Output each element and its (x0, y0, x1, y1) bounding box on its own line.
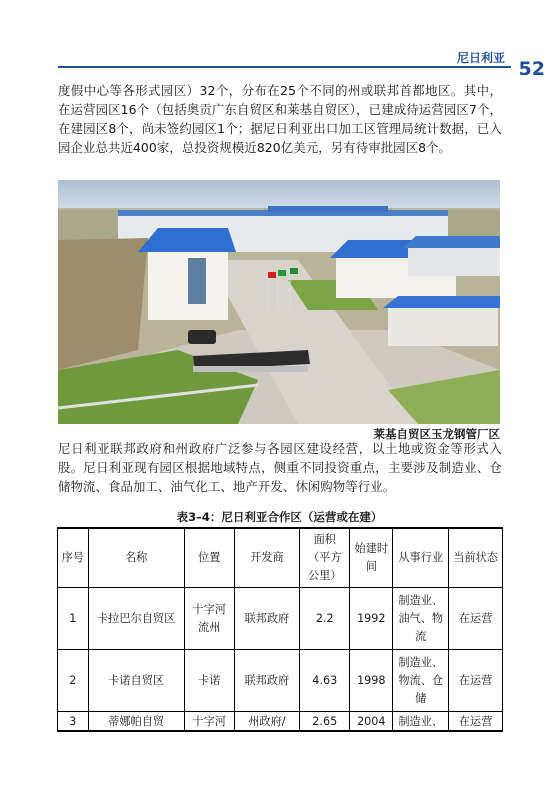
cell-location: 十字河流州 (184, 588, 234, 650)
factory-photo (58, 180, 500, 424)
cell-status: 在运营 (449, 712, 503, 732)
cell-area: 4.63 (300, 650, 350, 712)
table-title: 表3–4：尼日利亚合作区（运营或在建） (176, 510, 383, 524)
cell-area: 2.65 (300, 712, 350, 732)
photo-caption: 莱基自贸区玉龙钢管厂区 (373, 427, 500, 441)
cell-name: 蒂娜帕自贸 (88, 712, 184, 732)
cell-developer: 联邦政府 (234, 650, 299, 712)
cell-name: 卡诺自贸区 (88, 650, 184, 712)
cell-number: 1 (58, 588, 89, 650)
cell-developer: 联邦政府 (234, 588, 299, 650)
cell-developer: 州政府/ (234, 712, 299, 732)
table-row (58, 712, 503, 732)
cell-status: 在运营 (449, 650, 503, 712)
cell-number: 3 (58, 712, 89, 732)
col-header-developer: 开发商 (234, 528, 299, 588)
col-header-location: 位置 (184, 528, 234, 588)
cell-area: 2.2 (300, 588, 350, 650)
cell-name: 卡拉巴尔自贸区 (88, 588, 184, 650)
cell-start-year: 1998 (350, 650, 393, 712)
col-header-start-year: 始建时间 (350, 528, 393, 588)
table-row (58, 650, 503, 712)
section-title: 尼日利亚 (456, 51, 505, 65)
cell-industry: 制造业、 (393, 712, 449, 732)
cell-industry: 制造业、油气、物流 (393, 588, 449, 650)
col-header-name: 名称 (88, 528, 184, 588)
cell-number: 2 (58, 650, 89, 712)
cell-start-year: 2004 (350, 712, 393, 732)
cell-industry: 制造业、物流、仓储 (393, 650, 449, 712)
table-row (58, 588, 503, 650)
cell-location: 十字河 (184, 712, 234, 732)
body-paragraph-2: 尼日利亚联邦政府和州政府广泛参与各园区建设经营，以土地或资金等形式入股。尼日利亚现有园区根据地域特点，侧重不同投资重点，主要涉及制造业、仓储物流、食品加工、油气化工、地产开发、休闲购物等行业。 (58, 441, 502, 494)
cell-status: 在运营 (449, 588, 503, 650)
col-header-status: 当前状态 (449, 528, 503, 588)
col-header-area: 面积（平方公里） (300, 528, 350, 588)
header-rule (58, 66, 511, 68)
body-paragraph-1: 度假中心等各形式园区）32个，分布在25个不同的州或联邦首都地区。其中，在运营园区16个（包括奥贡广东自贸区和莱基自贸区），已建成待运营园区7个，在建园区8个，尚未签约园区1个；据尼日利亚出口加工区管理局统计数据，已入园企业总共近400家，总投资规模近820亿美元，另有待审批园区8个。 (58, 83, 502, 155)
col-header-number: 序号 (58, 528, 89, 588)
cell-start-year: 1992 (350, 588, 393, 650)
zones-table (57, 527, 503, 732)
col-header-industry: 从事行业 (393, 528, 449, 588)
cell-location: 卡诺 (184, 650, 234, 712)
page-number: 52 (518, 58, 545, 80)
table-header-row (58, 528, 503, 588)
